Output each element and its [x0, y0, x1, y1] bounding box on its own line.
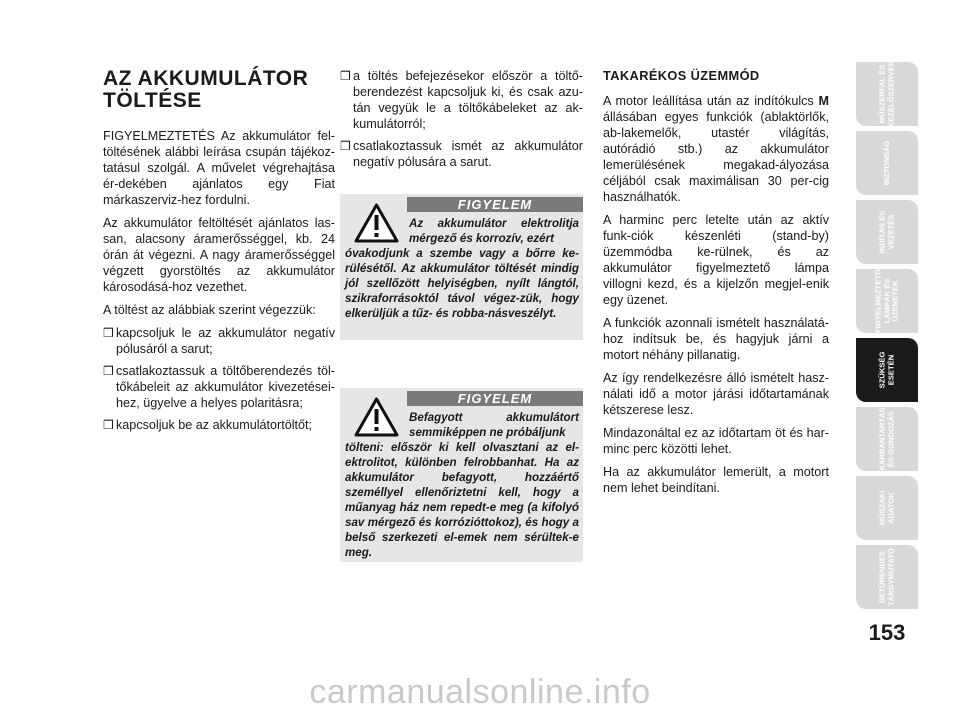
checkbox-bullet-icon: ❒: [103, 418, 114, 432]
warning-box: [340, 194, 583, 340]
paragraph: Mindazonáltal ez az időtartam öt és har-minc perc közötti lehet.: [603, 426, 829, 456]
title-line-2: TÖLTÉSE: [103, 89, 202, 112]
list-item: ❒ csatlakoztassuk ismét az akkumulátor negatív pólusára a sarut.: [340, 139, 583, 169]
paragraph: Az akkumulátor feltöltését ajánlatos las-san, alacsony áramerősséggel, kb. 24 órán át végezni. A nagy áramerősséggel végzett gyorstöltés az akkumulátor károsodásá-hoz vezethet.: [103, 216, 335, 294]
tab-starting-driving[interactable]: INDÍTÁS ÉS VEZETÉS: [856, 200, 918, 264]
checkbox-bullet-icon: ❒: [340, 69, 351, 83]
warning-box: [340, 388, 583, 562]
tab-technical-data[interactable]: MŰSZAKI ADATOK: [856, 476, 918, 540]
tab-maintenance[interactable]: KARBANTARTÁS ÉS GONDOZÁS: [856, 407, 918, 471]
tab-safety[interactable]: BIZTONSÁG: [856, 131, 918, 195]
paragraph: A funkciók azonnali ismételt használatá-hoz indítsuk be, és hagyjuk járni a motort néhány pillanatig.: [603, 316, 829, 362]
column-right: [603, 68, 829, 503]
page-number: 153: [868, 620, 906, 645]
tab-instruments[interactable]: MŰSZERFAL ÉS KEZELŐSZERVEK: [856, 62, 918, 126]
list-item: ❒ a töltés befejezésekor először a töltő-berendezést kapcsoljuk ki, és csak azu-tán vegyük le a töltőkábeleket az ak-kumulátorról;: [340, 69, 583, 131]
key-position-label: M: [818, 94, 829, 108]
page-title: [103, 68, 335, 112]
section-title: TAKARÉKOS ÜZEMMÓD: [603, 68, 760, 83]
column-left: [103, 62, 335, 439]
paragraph: Az így rendelkezésre álló ismételt hasz-nálati idő a motor járási időtartamának kétszerese lesz.: [603, 371, 829, 417]
title-line-1: AZ AKKUMULÁTOR: [103, 67, 309, 90]
checkbox-bullet-icon: ❒: [340, 139, 351, 153]
tab-warning-lights[interactable]: FIGYELMEZTETŐ LÁMPÁK ÉS ÜZENETEK: [856, 269, 918, 333]
paragraph: A harminc perc letelte után az aktív funk-ciók készenléti (stand-by) üzemmódba ke-rülnek, és az akkumulátor figyelmeztető lámpa villogni kezd, és a kijelzőn megjel-enik egy üzenet.: [603, 213, 829, 307]
paragraph: FIGYELMEZTETÉS Az akkumulátor fel-töltésének alábbi leírása csupán tájékoz-tatásul szolgál. A művelet végrehajtása ér-dekében ajánlatos egy Fiat márkaszerviz-hez fordulni.: [103, 129, 335, 207]
paragraph: Ha az akkumulátor lemerült, a motort nem lehet beindítani.: [603, 465, 829, 495]
warning-text: Befagyott akkumulátort semmiképpen ne próbáljunk tölteni: először ki kell olvasztani az el-ektrolitot, különben felrobbanhat. Ha az akkumulátor befagyott, hozzáértő személlyel ellenőriztetni kell, hogy a műanyag ház nem repedt-e meg (a kifolyó sav mérgező és korrózióttokoz), és hogy a belső szerkezeti el-emek nem sérültek-e meg.: [345, 411, 579, 559]
list-item: ❒ csatlakoztassuk a töltőberendezés töl-tőkábeleit az akkumulátor kivezetései-hez, ügyelve a helyes polaritásra;: [103, 364, 335, 410]
warning-heading: FIGYELEM: [407, 391, 583, 406]
list-item: ❒ kapcsoljuk le az akkumulátor negatív pólusáról a sarut;: [103, 326, 335, 356]
paragraph: A motor leállítása után az indítókulcs M állásában egyes funkciók (ablaktörlők, ab-lakemelők, utastér világítás, autórádió stb.) az akkumulátor lemerülésének megakad-ályozása céljából csak maximálisan 30 per-cig használhatók.: [603, 94, 829, 204]
column-middle: [340, 68, 583, 176]
tab-index[interactable]: BETŰRENDES TÁRGYMUTATÓ: [856, 545, 918, 609]
warning-text: Az akkumulátor elektrolitja mérgező és korrozív, ezért óvakodjunk a szembe vagy a bőrre ke-rülésétől. Az akkumulátor töltését mindig jól szellőzött helyiségben, nyílt lángtól, szikraforrásoktól távol végez-zük, hogy elkerüljük a tűz- és robba-násveszélyt.: [345, 217, 579, 320]
tab-emergency[interactable]: SZÜKSÉG ESETÉN: [856, 338, 918, 402]
warning-heading: FIGYELEM: [407, 197, 583, 212]
list-item: ❒ kapcsoljuk be az akkumulátortöltőt;: [103, 418, 313, 432]
checkbox-bullet-icon: ❒: [103, 326, 114, 340]
paragraph: A töltést az alábbiak szerint végezzük:: [103, 303, 316, 317]
checkbox-bullet-icon: ❒: [103, 364, 114, 378]
watermark: carmanualsonline.info: [309, 673, 651, 711]
